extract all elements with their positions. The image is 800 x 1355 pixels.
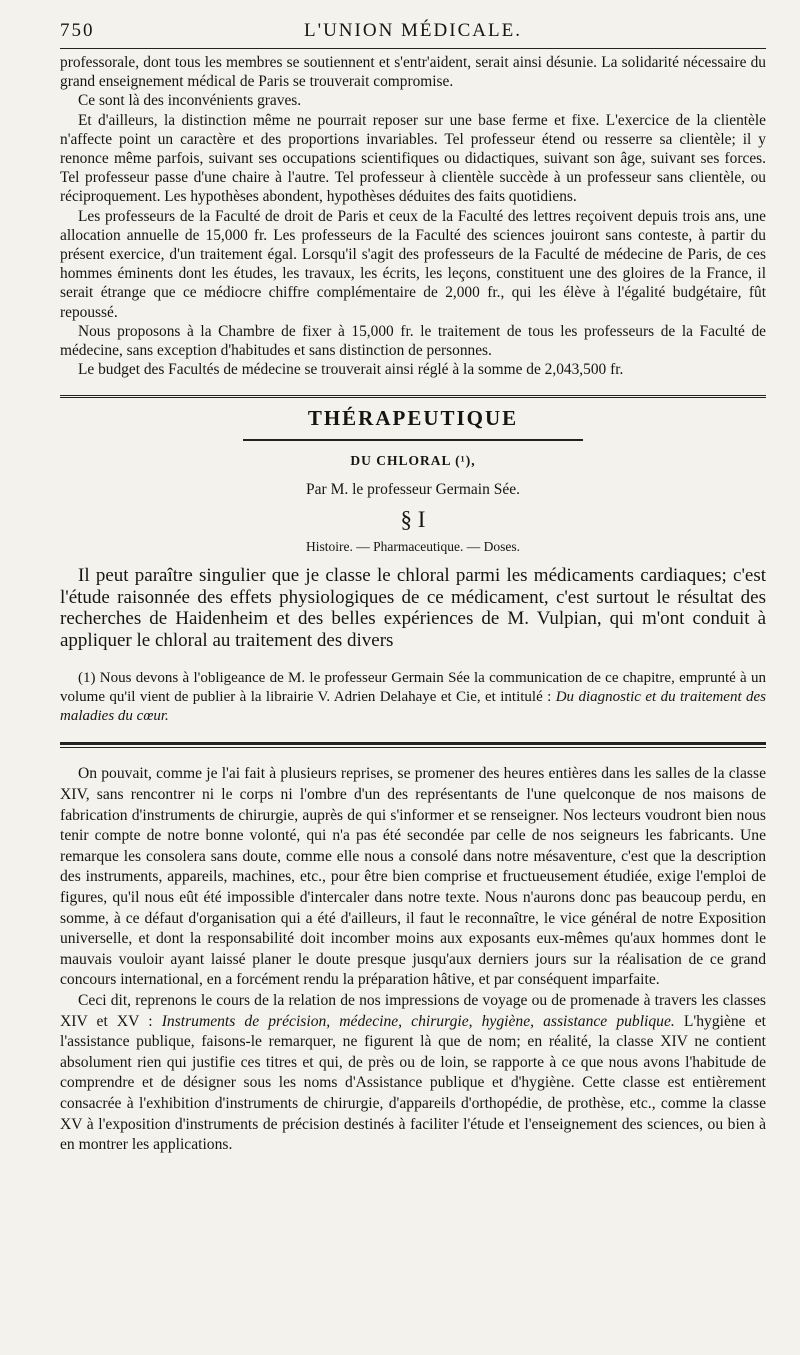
footnote-text: (1) Nous devons à l'obligeance de M. le professeur Germain Sée la communication de ce chapitre, emprunté à un volume qu'il vient de publier à la librairie V. Adrien Delahaye et Cie, et intitulé :	[60, 670, 766, 706]
paragraph: Ce sont là des inconvénients graves.	[78, 92, 302, 110]
paragraph: Les professeurs de la Faculté de droit de Paris et ceux de la Faculté des lettres reçoivent depuis trois ans, une allocation annuelle de 15,000 fr. Les professeurs de la Faculté des sciences jouiront sans conteste, à partir du présent exercice, d'un traitement égal. Lorsqu'il s'agit des professeurs de la Faculté de médecine de Paris, de ces hommes éminents dont les études, les travaux, les écrits, les leçons, constituent une des gloires de la France, il serait étrange que ce médiocre chiffre complémentaire de 2,000 fr., qui les élève à l'égalité budgétaire, fût repoussé.	[60, 207, 766, 321]
lede-paragraph: Il peut paraître singulier que je classe le chloral parmi les médicaments cardiaques; c'est l'étude raisonnée des effets physiologiques de ce médicament, c'est surtout le résultat des recherches de Haidenheim et des belles expériences de M. Vulpian, qui m'ont conduit à appliquer le chloral au traitement des divers	[60, 565, 766, 651]
exposition-article-text	[60, 764, 766, 1155]
feuilleton-divider	[60, 742, 766, 748]
journal-title: L'UNION MÉDICALE.	[304, 20, 522, 41]
paragraph-end: L'hygiène et l'assistance publique, faisons-le remarquer, ne figurent là que de nom; en réalité, la classe XIV ne contient absolument rien qui justifie ces titres et qui, de près ou de loin, se rapporte à ce que nous avons l'habitude de comprendre et de désigner sous les noms d'Assistance publique et d'hygiène. Cette classe est entièrement consacrée à l'exhibition d'instruments de chirurgie, d'appareils d'orthopédie, de prothèse, etc., comme la classe XV à l'exposition d'instruments de précision destinés à faciliter l'étude et l'enseignement des sciences, ou bien à en montrer les applications.	[60, 1012, 766, 1154]
paragraph: professorale, dont tous les membres se soutiennent et s'entr'aident, serait ainsi désunie. La solidarité nécessaire du grand enseignement médical de Paris se trouverait compromise.	[60, 54, 766, 91]
section-title: THÉRAPEUTIQUE	[307, 406, 519, 431]
title-rule	[243, 439, 583, 441]
section-divider	[60, 395, 766, 398]
footnote	[60, 669, 766, 726]
article-byline: Par M. le professeur Germain Sée.	[306, 481, 520, 499]
paragraph	[60, 991, 766, 1156]
paragraph: Et d'ailleurs, la distinction même ne pourrait reposer sur une base ferme et fixe. L'exercice de la clientèle n'affecte point un caractère et des proportions invariables. Tel professeur étend ou resserre sa clientèle; il y renonce même parfois, suivant ses occupations scientifiques ou didactiques, suivant son âge, suivant ses forces. Tel professeur passe d'une chaire à l'autre. Tel professeur à clientèle succède à un professeur sans clientèle, ou réciproquement. Les hypothèses abondent, hypothèses déduites des faits quotidiens.	[60, 111, 766, 206]
footnote-paragraph	[60, 669, 766, 726]
article-title: DU CHLORAL (¹),	[350, 453, 476, 469]
budget-article-text	[60, 53, 766, 379]
paragraph-start: Ceci dit, reprenons le cours de la relation de nos impressions de voyage ou de promenade à travers les classes XIV et XV :	[60, 991, 766, 1030]
running-head	[60, 14, 766, 49]
paragraph: Le budget des Facultés de médecine se trouverait ainsi réglé à la somme de 2,043,500 fr.	[78, 361, 624, 379]
page-number: 750	[60, 20, 95, 41]
paragraph: On pouvait, comme je l'ai fait à plusieurs reprises, se promener des heures entières dans les salles de la classe XIV, sans rencontrer ni le corps ni l'ombre d'un des représentants de l'une quelconque de nos maisons de fabrication d'instruments de chirurgie, auprès de qui s'informer et se renseigner. Nos lecteurs voudront bien nous tenir compte de notre bonne volonté, qui n'a pas été secondée par celle de nos seigneurs les fabricants. Une remarque les consolera sans doute, comme elle nous a consolé dans notre mésaventure, c'est que la description des instruments, appareils, machines, etc., pour être bien comprise et fructueusement étudiée, exige l'emploi de figures, qu'il nous eût été impossible d'intercaler dans notre texte. Nous n'aurons donc pas beaucoup perdu, en somme, à ce défaut d'organisation qui a été d'ailleurs, il faut le reconnaître, le vice général de notre Exposition universelle, et dont la responsabilité doit incomber moins aux exposants eux-mêmes qu'aux hommes dont le mauvais vouloir ayant laissé planer le doute presque jusqu'aux derniers jours sur la réalisation de ce grand concours international, en a forcément rendu la préparation hâtive, et par conséquent imparfaite.	[60, 765, 766, 989]
section-number: § I	[400, 507, 426, 533]
classes-title: Instruments de précision, médecine, chirurgie, hygiène, assistance publique.	[161, 1012, 675, 1030]
article-lede	[60, 565, 766, 651]
article-subheading: Histoire. — Pharmaceutique. — Doses.	[305, 539, 521, 555]
footnote-book-title: Du diagnostic et du traitement des maladies du cœur.	[60, 689, 767, 725]
paragraph: Nous proposons à la Chambre de fixer à 15,000 fr. le traitement de tous les professeurs de la Faculté de médecine, sans exception d'habitudes et sans distinction de personnes.	[60, 322, 766, 360]
